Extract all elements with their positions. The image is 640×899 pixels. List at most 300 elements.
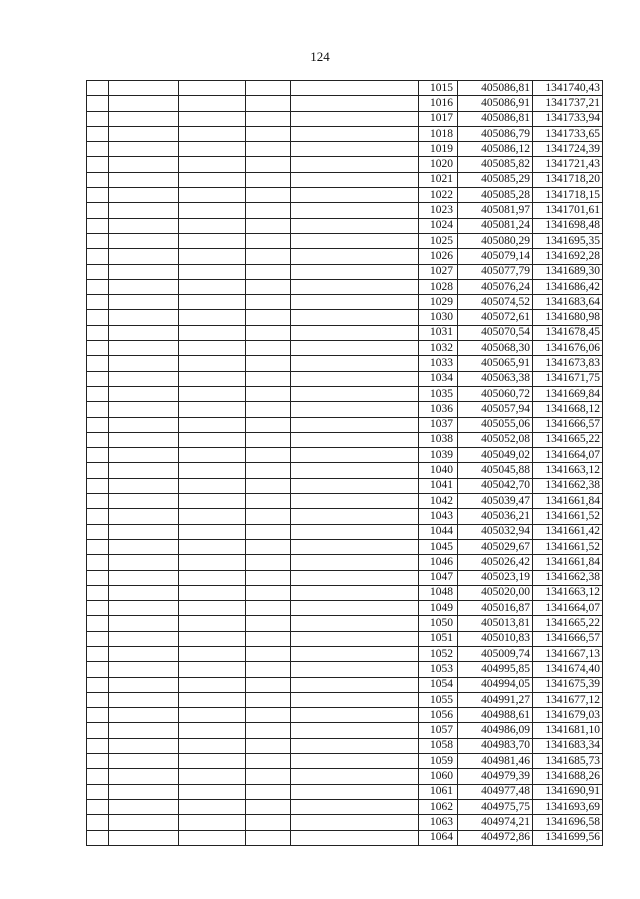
- empty-cell: [87, 494, 109, 509]
- x-coordinate-cell: 405042,70: [458, 478, 533, 493]
- empty-cell: [109, 295, 179, 310]
- x-coordinate-cell: 405086,81: [458, 111, 533, 126]
- x-coordinate-cell: 404983,70: [458, 738, 533, 753]
- empty-cell: [246, 463, 291, 478]
- empty-cell: [109, 341, 179, 356]
- table-row: [87, 432, 603, 447]
- x-coordinate-cell: 405049,02: [458, 448, 533, 463]
- empty-cell: [291, 203, 419, 218]
- table-row: [87, 692, 603, 707]
- empty-cell: [179, 478, 246, 493]
- empty-cell: [246, 325, 291, 340]
- empty-cell: [179, 432, 246, 447]
- empty-cell: [109, 417, 179, 432]
- x-coordinate-cell: 405029,67: [458, 539, 533, 554]
- empty-cell: [109, 662, 179, 677]
- empty-cell: [246, 784, 291, 799]
- empty-cell: [109, 830, 179, 845]
- table-row: [87, 784, 603, 799]
- empty-cell: [246, 754, 291, 769]
- empty-cell: [246, 585, 291, 600]
- x-coordinate-cell: 405070,54: [458, 325, 533, 340]
- empty-cell: [109, 585, 179, 600]
- x-coordinate-cell: 404972,86: [458, 830, 533, 845]
- y-coordinate-cell: 1341665,22: [533, 432, 603, 447]
- empty-cell: [291, 631, 419, 646]
- empty-cell: [179, 142, 246, 157]
- empty-cell: [87, 218, 109, 233]
- table-row: [87, 218, 603, 233]
- table-row: [87, 402, 603, 417]
- y-coordinate-cell: 1341664,07: [533, 601, 603, 616]
- empty-cell: [246, 524, 291, 539]
- empty-cell: [109, 616, 179, 631]
- point-number-cell: 1017: [419, 111, 458, 126]
- empty-cell: [87, 585, 109, 600]
- empty-cell: [291, 494, 419, 509]
- empty-cell: [291, 769, 419, 784]
- empty-cell: [109, 769, 179, 784]
- empty-cell: [179, 769, 246, 784]
- empty-cell: [179, 555, 246, 570]
- x-coordinate-cell: 405023,19: [458, 570, 533, 585]
- empty-cell: [179, 203, 246, 218]
- empty-cell: [291, 524, 419, 539]
- x-coordinate-cell: 405077,79: [458, 264, 533, 279]
- point-number-cell: 1025: [419, 233, 458, 248]
- table-row: [87, 310, 603, 325]
- table-row: [87, 172, 603, 187]
- point-number-cell: 1052: [419, 646, 458, 661]
- x-coordinate-cell: 405045,88: [458, 463, 533, 478]
- empty-cell: [109, 555, 179, 570]
- empty-cell: [179, 509, 246, 524]
- empty-cell: [109, 325, 179, 340]
- empty-cell: [291, 784, 419, 799]
- empty-cell: [109, 601, 179, 616]
- empty-cell: [87, 677, 109, 692]
- empty-cell: [87, 815, 109, 830]
- empty-cell: [179, 188, 246, 203]
- empty-cell: [291, 233, 419, 248]
- point-number-cell: 1062: [419, 799, 458, 814]
- y-coordinate-cell: 1341661,52: [533, 539, 603, 554]
- empty-cell: [87, 601, 109, 616]
- empty-cell: [179, 738, 246, 753]
- empty-cell: [109, 631, 179, 646]
- point-number-cell: 1024: [419, 218, 458, 233]
- y-coordinate-cell: 1341673,83: [533, 356, 603, 371]
- empty-cell: [291, 249, 419, 264]
- x-coordinate-cell: 405020,00: [458, 585, 533, 600]
- y-coordinate-cell: 1341690,91: [533, 784, 603, 799]
- empty-cell: [291, 799, 419, 814]
- table-row: [87, 601, 603, 616]
- empty-cell: [291, 188, 419, 203]
- table-row: [87, 524, 603, 539]
- empty-cell: [246, 692, 291, 707]
- empty-cell: [109, 463, 179, 478]
- empty-cell: [109, 249, 179, 264]
- empty-cell: [87, 646, 109, 661]
- table-row: [87, 233, 603, 248]
- empty-cell: [109, 723, 179, 738]
- point-number-cell: 1055: [419, 692, 458, 707]
- point-number-cell: 1039: [419, 448, 458, 463]
- point-number-cell: 1038: [419, 432, 458, 447]
- empty-cell: [179, 218, 246, 233]
- y-coordinate-cell: 1341677,12: [533, 692, 603, 707]
- empty-cell: [179, 96, 246, 111]
- table-row: [87, 646, 603, 661]
- empty-cell: [291, 555, 419, 570]
- empty-cell: [109, 356, 179, 371]
- x-coordinate-cell: 405016,87: [458, 601, 533, 616]
- y-coordinate-cell: 1341661,52: [533, 509, 603, 524]
- empty-cell: [87, 432, 109, 447]
- point-number-cell: 1044: [419, 524, 458, 539]
- point-number-cell: 1040: [419, 463, 458, 478]
- point-number-cell: 1028: [419, 279, 458, 294]
- point-number-cell: 1019: [419, 142, 458, 157]
- empty-cell: [87, 738, 109, 753]
- x-coordinate-cell: 404995,85: [458, 662, 533, 677]
- empty-cell: [87, 126, 109, 141]
- empty-cell: [109, 692, 179, 707]
- x-coordinate-cell: 405072,61: [458, 310, 533, 325]
- empty-cell: [87, 310, 109, 325]
- empty-cell: [179, 524, 246, 539]
- empty-cell: [109, 188, 179, 203]
- empty-cell: [179, 463, 246, 478]
- empty-cell: [179, 570, 246, 585]
- empty-cell: [179, 585, 246, 600]
- empty-cell: [87, 264, 109, 279]
- empty-cell: [246, 432, 291, 447]
- y-coordinate-cell: 1341668,12: [533, 402, 603, 417]
- empty-cell: [109, 96, 179, 111]
- empty-cell: [291, 754, 419, 769]
- table-row: [87, 478, 603, 493]
- table-row: [87, 96, 603, 111]
- y-coordinate-cell: 1341671,75: [533, 371, 603, 386]
- empty-cell: [87, 356, 109, 371]
- point-number-cell: 1034: [419, 371, 458, 386]
- point-number-cell: 1027: [419, 264, 458, 279]
- y-coordinate-cell: 1341685,73: [533, 754, 603, 769]
- table-row: [87, 157, 603, 172]
- empty-cell: [246, 677, 291, 692]
- point-number-cell: 1035: [419, 386, 458, 401]
- empty-cell: [246, 830, 291, 845]
- empty-cell: [246, 417, 291, 432]
- empty-cell: [246, 646, 291, 661]
- table-row: [87, 830, 603, 845]
- point-number-cell: 1061: [419, 784, 458, 799]
- empty-cell: [109, 494, 179, 509]
- empty-cell: [87, 830, 109, 845]
- empty-cell: [87, 172, 109, 187]
- point-number-cell: 1023: [419, 203, 458, 218]
- empty-cell: [179, 677, 246, 692]
- point-number-cell: 1054: [419, 677, 458, 692]
- x-coordinate-cell: 404975,75: [458, 799, 533, 814]
- empty-cell: [179, 81, 246, 96]
- empty-cell: [109, 509, 179, 524]
- point-number-cell: 1041: [419, 478, 458, 493]
- y-coordinate-cell: 1341663,12: [533, 463, 603, 478]
- empty-cell: [179, 249, 246, 264]
- y-coordinate-cell: 1341664,07: [533, 448, 603, 463]
- x-coordinate-cell: 405063,38: [458, 371, 533, 386]
- table-row: [87, 738, 603, 753]
- empty-cell: [87, 631, 109, 646]
- empty-cell: [179, 692, 246, 707]
- table-row: [87, 386, 603, 401]
- coordinates-table: [86, 80, 603, 846]
- empty-cell: [87, 81, 109, 96]
- y-coordinate-cell: 1341679,03: [533, 708, 603, 723]
- empty-cell: [246, 233, 291, 248]
- x-coordinate-cell: 405086,81: [458, 81, 533, 96]
- table-row: [87, 677, 603, 692]
- table-row: [87, 295, 603, 310]
- empty-cell: [87, 448, 109, 463]
- y-coordinate-cell: 1341681,10: [533, 723, 603, 738]
- table-row: [87, 769, 603, 784]
- table-row: [87, 448, 603, 463]
- empty-cell: [246, 157, 291, 172]
- empty-cell: [179, 402, 246, 417]
- empty-cell: [246, 769, 291, 784]
- empty-cell: [109, 157, 179, 172]
- point-number-cell: 1030: [419, 310, 458, 325]
- empty-cell: [246, 295, 291, 310]
- empty-cell: [291, 585, 419, 600]
- empty-cell: [179, 279, 246, 294]
- point-number-cell: 1015: [419, 81, 458, 96]
- y-coordinate-cell: 1341667,13: [533, 646, 603, 661]
- empty-cell: [246, 249, 291, 264]
- empty-cell: [179, 386, 246, 401]
- y-coordinate-cell: 1341675,39: [533, 677, 603, 692]
- empty-cell: [109, 81, 179, 96]
- empty-cell: [87, 341, 109, 356]
- point-number-cell: 1032: [419, 341, 458, 356]
- empty-cell: [109, 203, 179, 218]
- table-row: [87, 815, 603, 830]
- empty-cell: [291, 677, 419, 692]
- y-coordinate-cell: 1341663,12: [533, 585, 603, 600]
- empty-cell: [246, 371, 291, 386]
- empty-cell: [179, 616, 246, 631]
- empty-cell: [291, 386, 419, 401]
- empty-cell: [246, 172, 291, 187]
- x-coordinate-cell: 405074,52: [458, 295, 533, 310]
- y-coordinate-cell: 1341695,35: [533, 233, 603, 248]
- empty-cell: [179, 111, 246, 126]
- empty-cell: [109, 524, 179, 539]
- empty-cell: [291, 432, 419, 447]
- table-row: [87, 341, 603, 356]
- table-row: [87, 754, 603, 769]
- empty-cell: [109, 126, 179, 141]
- page-number: 124: [310, 49, 330, 64]
- empty-cell: [87, 708, 109, 723]
- y-coordinate-cell: 1341689,30: [533, 264, 603, 279]
- empty-cell: [109, 738, 179, 753]
- empty-cell: [179, 172, 246, 187]
- empty-cell: [291, 264, 419, 279]
- x-coordinate-cell: 405076,24: [458, 279, 533, 294]
- empty-cell: [291, 463, 419, 478]
- empty-cell: [246, 616, 291, 631]
- empty-cell: [109, 402, 179, 417]
- point-number-cell: 1057: [419, 723, 458, 738]
- table-row: [87, 279, 603, 294]
- point-number-cell: 1020: [419, 157, 458, 172]
- table-row: [87, 799, 603, 814]
- empty-cell: [87, 233, 109, 248]
- empty-cell: [179, 417, 246, 432]
- point-number-cell: 1045: [419, 539, 458, 554]
- empty-cell: [109, 754, 179, 769]
- table-row: [87, 81, 603, 96]
- x-coordinate-cell: 404986,09: [458, 723, 533, 738]
- empty-cell: [109, 111, 179, 126]
- x-coordinate-cell: 405065,91: [458, 356, 533, 371]
- x-coordinate-cell: 404988,61: [458, 708, 533, 723]
- empty-cell: [87, 478, 109, 493]
- table-row: [87, 662, 603, 677]
- x-coordinate-cell: 405081,97: [458, 203, 533, 218]
- empty-cell: [87, 111, 109, 126]
- empty-cell: [109, 708, 179, 723]
- table-row: [87, 555, 603, 570]
- empty-cell: [109, 218, 179, 233]
- empty-cell: [109, 172, 179, 187]
- y-coordinate-cell: 1341661,84: [533, 494, 603, 509]
- table-row: [87, 494, 603, 509]
- empty-cell: [109, 799, 179, 814]
- y-coordinate-cell: 1341678,45: [533, 325, 603, 340]
- empty-cell: [109, 279, 179, 294]
- empty-cell: [179, 601, 246, 616]
- table-row: [87, 463, 603, 478]
- y-coordinate-cell: 1341683,64: [533, 295, 603, 310]
- empty-cell: [87, 402, 109, 417]
- empty-cell: [87, 295, 109, 310]
- table-row: [87, 203, 603, 218]
- y-coordinate-cell: 1341740,43: [533, 81, 603, 96]
- empty-cell: [179, 646, 246, 661]
- empty-cell: [291, 417, 419, 432]
- empty-cell: [87, 96, 109, 111]
- empty-cell: [291, 815, 419, 830]
- empty-cell: [87, 662, 109, 677]
- empty-cell: [291, 402, 419, 417]
- y-coordinate-cell: 1341680,98: [533, 310, 603, 325]
- point-number-cell: 1042: [419, 494, 458, 509]
- empty-cell: [246, 81, 291, 96]
- y-coordinate-cell: 1341701,61: [533, 203, 603, 218]
- point-number-cell: 1016: [419, 96, 458, 111]
- x-coordinate-cell: 404974,21: [458, 815, 533, 830]
- empty-cell: [246, 494, 291, 509]
- empty-cell: [109, 264, 179, 279]
- point-number-cell: 1046: [419, 555, 458, 570]
- y-coordinate-cell: 1341693,69: [533, 799, 603, 814]
- x-coordinate-cell: 405086,79: [458, 126, 533, 141]
- table-row: [87, 264, 603, 279]
- empty-cell: [291, 96, 419, 111]
- empty-cell: [291, 601, 419, 616]
- empty-cell: [246, 799, 291, 814]
- x-coordinate-cell: 404977,48: [458, 784, 533, 799]
- table-row: [87, 249, 603, 264]
- empty-cell: [179, 662, 246, 677]
- empty-cell: [246, 264, 291, 279]
- y-coordinate-cell: 1341698,48: [533, 218, 603, 233]
- empty-cell: [291, 356, 419, 371]
- point-number-cell: 1058: [419, 738, 458, 753]
- empty-cell: [109, 386, 179, 401]
- point-number-cell: 1049: [419, 601, 458, 616]
- empty-cell: [291, 218, 419, 233]
- empty-cell: [246, 448, 291, 463]
- empty-cell: [109, 646, 179, 661]
- y-coordinate-cell: 1341718,20: [533, 172, 603, 187]
- point-number-cell: 1064: [419, 830, 458, 845]
- point-number-cell: 1021: [419, 172, 458, 187]
- empty-cell: [291, 111, 419, 126]
- point-number-cell: 1056: [419, 708, 458, 723]
- empty-cell: [179, 371, 246, 386]
- point-number-cell: 1029: [419, 295, 458, 310]
- table-row: [87, 417, 603, 432]
- y-coordinate-cell: 1341674,40: [533, 662, 603, 677]
- empty-cell: [87, 279, 109, 294]
- point-number-cell: 1037: [419, 417, 458, 432]
- x-coordinate-cell: 405039,47: [458, 494, 533, 509]
- empty-cell: [291, 509, 419, 524]
- empty-cell: [179, 631, 246, 646]
- empty-cell: [291, 478, 419, 493]
- empty-cell: [291, 341, 419, 356]
- empty-cell: [246, 815, 291, 830]
- empty-cell: [246, 310, 291, 325]
- empty-cell: [87, 784, 109, 799]
- empty-cell: [291, 616, 419, 631]
- x-coordinate-cell: 405032,94: [458, 524, 533, 539]
- x-coordinate-cell: 405086,12: [458, 142, 533, 157]
- empty-cell: [246, 341, 291, 356]
- empty-cell: [87, 570, 109, 585]
- empty-cell: [87, 754, 109, 769]
- empty-cell: [246, 142, 291, 157]
- x-coordinate-cell: 405081,24: [458, 218, 533, 233]
- table-row: [87, 585, 603, 600]
- point-number-cell: 1022: [419, 188, 458, 203]
- empty-cell: [246, 111, 291, 126]
- empty-cell: [291, 325, 419, 340]
- empty-cell: [246, 218, 291, 233]
- empty-cell: [291, 738, 419, 753]
- empty-cell: [87, 463, 109, 478]
- empty-cell: [291, 662, 419, 677]
- empty-cell: [179, 754, 246, 769]
- empty-cell: [246, 723, 291, 738]
